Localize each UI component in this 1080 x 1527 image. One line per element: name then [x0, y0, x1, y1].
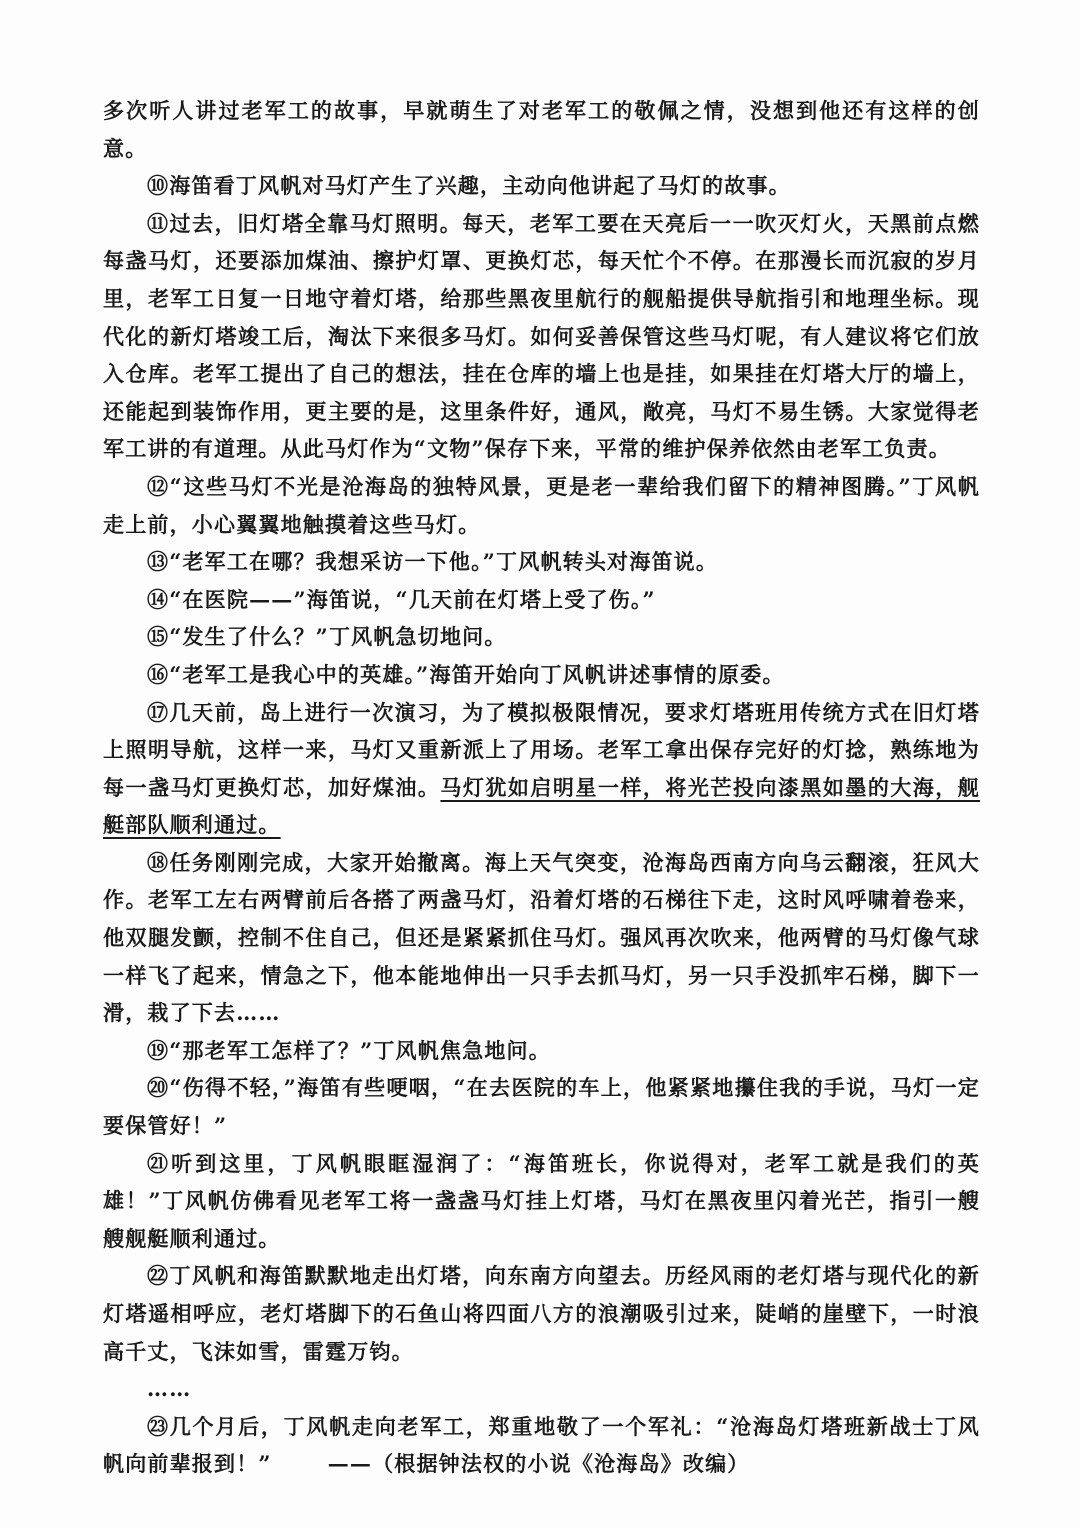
paragraph-21: ㉑听到这里，丁风帆眼眶湿润了：“海笛班长，你说得对，老军工就是我们的英雄！”丁风帆仿佛看见老军工将一盏盏马灯挂上灯塔，马灯在黑夜里闪着光芒，指引一艘艘舰艇顺利通过。 — [103, 1150, 980, 1251]
paragraph-22: ㉒丁风帆和海笛默默地走出灯塔，向东南方向望去。历经风雨的老灯塔与现代化的新灯塔遥相呼应，老灯塔脚下的石鱼山将四面八方的浪潮吸引过来，陡峭的崖壁下，一时浪高千丈，飞沫如雪，雷霆万钧。 — [103, 1263, 980, 1364]
paragraph-17-text: ⑰几天前，岛上进行一次演习，为了模拟极限情况，要求灯塔班用传统方式在旧灯塔上照明导航，这样一来，马灯又重新派上了用场。老军工拿出保存完好的灯捻，熟练地为每一盏马灯更换灯芯，加好煤油。 — [103, 699, 980, 800]
paragraph-12: ⑫“这些马灯不光是沧海岛的独特风景，更是老一辈给我们留下的精神图腾。”丁风帆走上前，小心翼翼地触摸着这些马灯。 — [103, 473, 980, 537]
paragraph-10: ⑩海笛看丁风帆对马灯产生了兴趣，主动向他讲起了马灯的故事。 — [147, 173, 791, 199]
paragraph-23 — [103, 1408, 980, 1483]
paragraph-14: ⑭“在医院——”海笛说，“几天前在灯塔上受了伤。” — [147, 586, 656, 612]
paragraph-13: ⑬“老军工在哪？我想采访一下他。”丁风帆转头对海笛说。 — [147, 549, 719, 575]
paragraph-15: ⑮“发生了什么？”丁风帆急切地问。 — [147, 624, 507, 650]
paragraph-23-text: ㉓几个月后，丁风帆走向老军工，郑重地敬了一个军礼：“沧海岛灯塔班新战士丁风帆向前辈报到！” — [103, 1413, 980, 1477]
source-attribution: ——（根据钟法权的小说《沧海岛》改编） — [327, 1451, 750, 1477]
paragraph-11: ⑪过去，旧灯塔全靠马灯照明。每天，老军工要在天亮后一一吹灭灯火，天黑前点燃每盏马灯，还要添加煤油、擦护灯罩、更换灯芯，每天忙个不停。在那漫长而沉寂的岁月里，老军工日复一日地守着灯塔，给那些黑夜里航行的舰船提供导航指引和地理坐标。现代化的新灯塔竣工后，淘汰下来很多马灯。如何妥善保管这些马灯呢，有人建议将它们放入仓库。老军工提出了自己的想法，挂在仓库的墙上也是挂，如果挂在灯塔大厅的墙上，还能起到装饰作用，更主要的是，这里条件好，通风，敞亮，马灯不易生锈。大家觉得老军工讲的有道理。从此马灯作为“文物”保存下来，平常的维护保养依然由老军工负责。 — [103, 210, 980, 462]
paragraph-continued: 多次听人讲过老军工的故事，早就萌生了对老军工的敬佩之情，没想到他还有这样的创意。 — [103, 98, 980, 161]
paragraph-16: ⑯“老军工是我心中的英雄。”海笛开始向丁风帆讲述事情的原委。 — [147, 661, 785, 687]
paragraph-17-underlined-sentence: 马灯犹如启明星一样，将光芒投向漆黑如墨的大海，舰艇部队顺利通过。 — [103, 774, 980, 838]
section-break-ellipsis: …… — [147, 1376, 192, 1402]
paragraph-18: ⑱任务刚刚完成，大家开始撤离。海上天气突变，沧海岛西南方向乌云翻滚，狂风大作。老军工左右两臂前后各搭了两盏马灯，沿着灯塔的石梯往下走，这时风呼啸着卷来，他双腿发颤，控制不住自己，但还是紧紧抓住马灯。强风再次吹来，他两臂的马灯像气球一样飞了起来，情急之下，他本能地伸出一只手去抓马灯，另一只手没抓牢石梯，脚下一滑，栽了下去…… — [103, 849, 980, 1026]
article-body — [103, 92, 980, 1483]
paragraph-19: ⑲“那老军工怎样了？”丁风帆焦急地问。 — [147, 1037, 551, 1063]
paragraph-20: ⑳“伤得不轻，”海笛有些哽咽，“在去医院的车上，他紧紧地攥住我的手说，马灯一定要保管好！” — [103, 1075, 980, 1139]
paragraph-17 — [103, 694, 980, 844]
